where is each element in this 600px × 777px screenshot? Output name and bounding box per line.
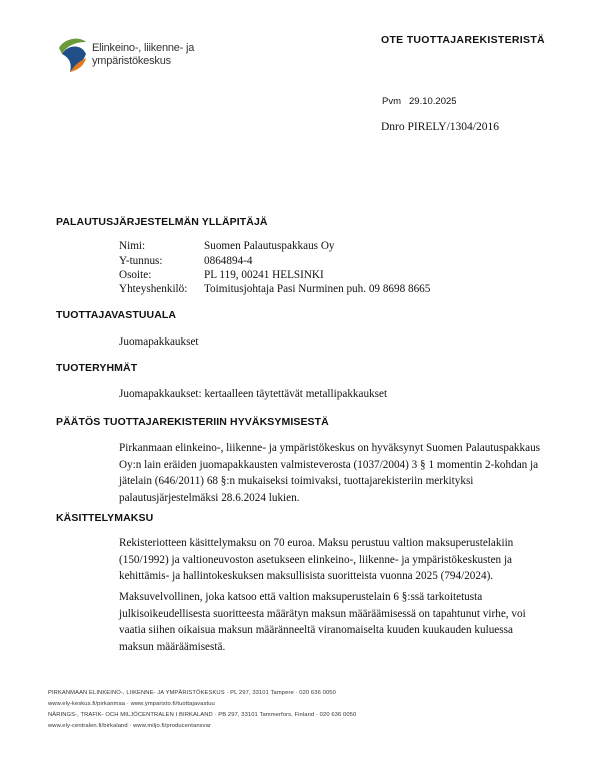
fee-paragraph-1 [119, 535, 569, 585]
field-label-name: Nimi: [119, 240, 146, 252]
decision-line: Oy:n lain eräiden juomapakkausten valmisteverosta (1037/2004) 3 § 1 momentin 2-kohdan ja [119, 458, 539, 471]
document-title: OTE TUOTTAJAREKISTERISTÄ [381, 34, 545, 46]
logo-text-line1: Elinkeino-, liikenne- ja [92, 42, 195, 54]
product-group-text: Juomapakkaukset: kertaalleen täytettävät metallipakkaukset [119, 388, 388, 400]
date-value: 29.10.2025 [409, 96, 457, 107]
decision-line: Pirkanmaan elinkeino-, liikenne- ja ympäristökeskus on hyväksynyt Suomen Palautuspakkaus [119, 442, 541, 454]
logo-wordmark [92, 42, 194, 68]
section-heading-product-groups: TUOTERYHMÄT [56, 362, 138, 374]
fee-line: julkisoikeudellisesta suoritteesta määrätyn maksun määräämisessä on tapahtunut virhe, voi [119, 607, 526, 620]
field-value-address: PL 119, 00241 HELSINKI [204, 269, 324, 281]
footer-line-1: PIRKANMAAN ELINKEINO-, LIIKENNE- JA YMPÄRISTÖKESKUS · PL 297, 33101 Tampere · 020 636 0050 [48, 690, 336, 696]
field-value-contact: Toimitusjohtaja Pasi Nurminen puh. 09 8698 8665 [204, 283, 431, 295]
decision-paragraph [119, 440, 569, 506]
ely-leaf-icon [56, 34, 90, 74]
field-value-name: Suomen Palautuspakkaus Oy [204, 240, 335, 252]
field-label-business-id: Y-tunnus: [119, 255, 163, 267]
logo-text-line2: ympäristökeskus [92, 55, 171, 67]
fee-line: Rekisteriotteen käsittelymaksu on 70 euroa. Maksu perustuu valtion maksuperustelakiin [119, 537, 514, 549]
fee-line: vaatia siihen oikaisua maksun määränneeltä viranomaiselta kuuden kuukauden kuluessa [119, 624, 513, 636]
fee-line: Maksuvelvollinen, joka katsoo että valtion maksuperustelain 6 §:ssä tarkoitetusta [119, 591, 483, 603]
decision-line: palautusjärjestelmäksi 28.6.2024 lukien. [119, 491, 300, 504]
section-heading-fee: KÄSITTELYMAKSU [56, 512, 154, 524]
field-label-address: Osoite: [119, 269, 152, 281]
section-heading-decision: PÄÄTÖS TUOTTAJAREKISTERIIN HYVÄKSYMISESTÄ [56, 416, 329, 428]
fee-paragraph-2 [119, 589, 569, 655]
record-number: Dnro PIRELY/1304/2016 [381, 121, 499, 133]
footer-line-2: www.ely-keskus.fi/pirkanmaa · www.ymparisto.fi/tuottajavastuu [48, 701, 215, 707]
document-date [382, 96, 465, 107]
field-value-business-id: 0864894-4 [204, 255, 253, 267]
ely-logo [56, 34, 196, 74]
fee-line: kehittämis- ja hallintokeskuksen maksullisista suoritteista vuonna 2025 (794/2024). [119, 570, 494, 582]
producer-responsibility-text: Juomapakkaukset [119, 336, 199, 348]
section-heading-producer-responsibility: TUOTTAJAVASTUUALA [56, 309, 177, 321]
section-heading-system-admin: PALAUTUSJÄRJESTELMÄN YLLÄPITÄJÄ [56, 216, 268, 228]
fee-line: (150/1992) ja valtioneuvoston asetukseen elinkeino-, liikenne- ja ympäristökeskusten ja [119, 553, 513, 566]
footer-line-3: NÄRINGS-, TRAFIK- OCH MILJÖCENTRALEN I BIRKALAND · PB 297, 33101 Tammerfors, Finland · 020 636 0050 [48, 712, 357, 718]
field-label-contact: Yhteyshenkilö: [119, 283, 188, 295]
fee-line: maksun määräämisestä. [119, 640, 226, 653]
decision-line: jätelain (646/2011) 68 §:n mukaiseksi toimivaksi, tuottajarekisteriin merkityksi [119, 475, 474, 487]
date-label: Pvm [382, 96, 401, 107]
footer-line-4: www.ely-centralen.fi/birkaland · www.miljo.fi/producentansvar [48, 723, 212, 729]
